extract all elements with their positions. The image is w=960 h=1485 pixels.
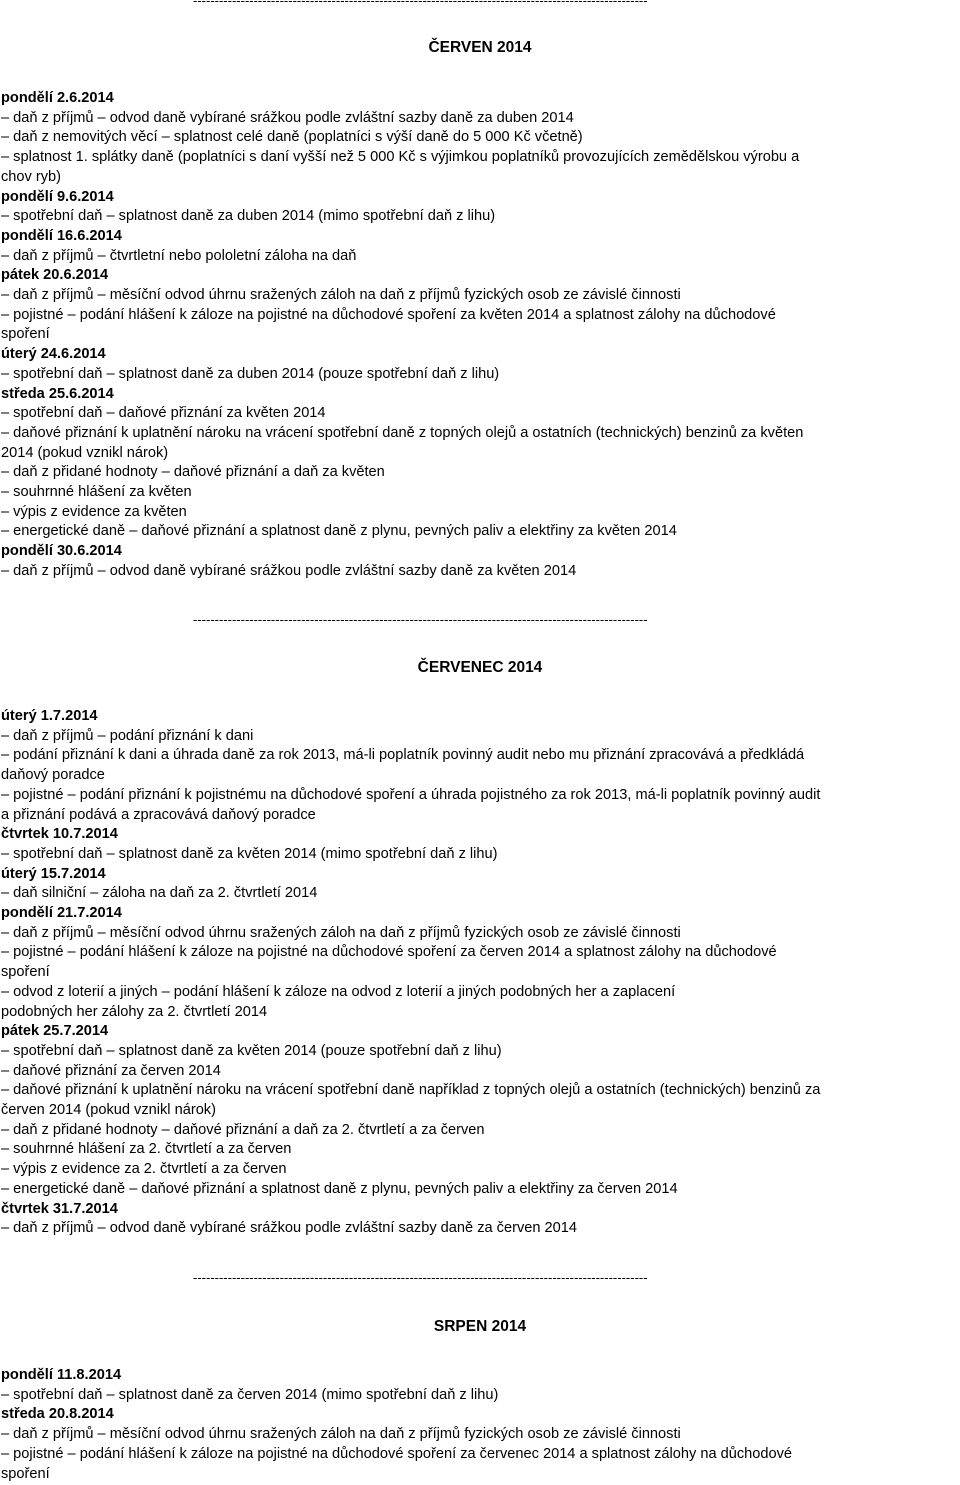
deadline-item: – podání přiznání k dani a úhrada daně za rok 2013, má-li poplatník povinný audit nebo mu přiznání zpracovává a předkládá bbox=[1, 747, 805, 764]
deadline-item: – energetické daně – daňové přiznání a splatnost daně z plynu, pevných paliv a elektřiny za květen 2014 bbox=[1, 523, 677, 540]
deadline-date: pondělí 2.6.2014 bbox=[1, 90, 114, 106]
deadline-item: spoření bbox=[1, 964, 50, 981]
deadline-date: pátek 20.6.2014 bbox=[1, 267, 109, 284]
deadline-item: – energetické daně – daňové přiznání a splatnost daně z plynu, pevných paliv a elektřiny za červen 2014 bbox=[1, 1180, 678, 1197]
deadline-item: – splatnost 1. splátky daně (poplatníci s daní vyšší než 5 000 Kč s výjimkou poplatníků provozujících zemědělskou výrobu a bbox=[1, 149, 800, 166]
deadline-item: – daň z příjmů – měsíční odvod úhrnu sražených záloh na daň z příjmů fyzických osob ze závislé činnosti bbox=[1, 924, 681, 941]
deadline-item: – souhrnné hlášení za 2. čtvrtletí a za červen bbox=[1, 1141, 292, 1158]
deadline-item: – daň z přidané hodnoty – daňové přiznání a daň za 2. čtvrtletí a za červen bbox=[1, 1121, 485, 1138]
deadline-item: červen 2014 (pokud vznikl nárok) bbox=[1, 1102, 216, 1119]
deadline-item: – souhrnné hlášení za květen bbox=[1, 484, 192, 501]
deadline-item: – daň z příjmů – odvod daně vybírané srážkou podle zvláštní sazby daně za červen 2014 bbox=[1, 1220, 577, 1237]
month-heading-july: ČERVENEC 2014 bbox=[417, 659, 543, 676]
deadline-date: úterý 1.7.2014 bbox=[1, 708, 98, 724]
deadline-item: – spotřební daň – splatnost daně za květen 2014 (mimo spotřební daň z lihu) bbox=[1, 845, 498, 862]
deadline-item: – pojistné – podání hlášení k záloze na pojistné na důchodové spoření za červen 2014 a splatnost zálohy na důchodové bbox=[1, 944, 777, 961]
deadline-date: pondělí 16.6.2014 bbox=[1, 227, 122, 244]
deadline-item: – daň z nemovitých věcí – splatnost celé daně (poplatníci s výší daně do 5 000 Kč včetně) bbox=[1, 129, 583, 146]
deadline-item: – daň silniční – záloha na daň za 2. čtvrtletí 2014 bbox=[1, 885, 318, 902]
deadline-item: – daň z příjmů – podání přiznání k dani bbox=[1, 727, 254, 744]
deadline-item: chov ryb) bbox=[1, 168, 62, 185]
deadline-date: čtvrtek 31.7.2014 bbox=[1, 1200, 118, 1217]
deadline-item: spoření bbox=[1, 1465, 50, 1482]
deadline-item: 2014 (pokud vznikl nárok) bbox=[1, 444, 169, 461]
deadline-item: – spotřební daň – splatnost daně za duben 2014 (mimo spotřební daň z lihu) bbox=[1, 208, 496, 225]
separator-line: --------------------------------------------------------------------------------------------------------- bbox=[193, 1271, 648, 1285]
deadline-item: – výpis z evidence za 2. čtvrtletí a za červen bbox=[1, 1161, 287, 1178]
deadline-item: podobných her zálohy za 2. čtvrtletí 2014 bbox=[1, 1003, 268, 1020]
deadline-item: – daň z příjmů – čtvrtletní nebo pololetní záloha na daň bbox=[1, 247, 357, 264]
deadline-item: – pojistné – podání hlášení k záloze na pojistné na důchodové spoření za červenec 2014 a splatnost zálohy na důchodové bbox=[1, 1445, 793, 1462]
deadline-item: – odvod z loterií a jiných – podání hlášení k záloze na odvod z loterií a jiných podobných her a zaplacení bbox=[1, 983, 676, 1000]
month-heading-august: SRPEN 2014 bbox=[433, 1318, 527, 1335]
deadline-item: – pojistné – podání přiznání k pojistnému na důchodové spoření a úhrada pojistného za rok 2013, má-li poplatník povinný audit bbox=[1, 786, 821, 803]
deadline-date: pondělí 30.6.2014 bbox=[1, 543, 122, 560]
separator-line: --------------------------------------------------------------------------------------------------------- bbox=[193, 613, 648, 627]
deadline-date: úterý 15.7.2014 bbox=[1, 865, 106, 882]
month-heading-june: ČERVEN 2014 bbox=[428, 39, 532, 56]
deadline-item: daňový poradce bbox=[1, 767, 105, 784]
deadline-item: – daňové přiznání za červen 2014 bbox=[1, 1062, 221, 1079]
month-block-june bbox=[0, 89, 960, 582]
deadline-item: spoření bbox=[1, 326, 50, 343]
deadline-item: – daňové přiznání k uplatnění nároku na vrácení spotřební daně z topných olejů a ostatních (technických) benzinů za květen bbox=[1, 424, 804, 441]
deadline-date: čtvrtek 10.7.2014 bbox=[1, 826, 118, 843]
deadline-date: pondělí 21.7.2014 bbox=[1, 905, 122, 922]
deadline-date: středa 25.6.2014 bbox=[1, 385, 114, 402]
deadline-date: pondělí 9.6.2014 bbox=[1, 188, 114, 205]
deadline-item: – výpis z evidence za květen bbox=[1, 503, 187, 520]
deadline-item: – daňové přiznání k uplatnění nároku na vrácení spotřební daně například z topných olejů a ostatních (technických) benzinů za bbox=[1, 1082, 821, 1099]
deadline-date: středa 20.8.2014 bbox=[1, 1406, 114, 1423]
deadline-date: úterý 24.6.2014 bbox=[1, 346, 106, 363]
month-block-august bbox=[0, 1366, 960, 1484]
deadline-item: – spotřební daň – daňové přiznání za květen 2014 bbox=[1, 405, 326, 422]
deadline-item: – spotřební daň – splatnost daně za duben 2014 (pouze spotřební daň z lihu) bbox=[1, 365, 500, 382]
deadline-date: pátek 25.7.2014 bbox=[1, 1023, 109, 1040]
deadline-date: pondělí 11.8.2014 bbox=[1, 1367, 122, 1383]
separator-line: --------------------------------------------------------------------------------------------------------- bbox=[193, 0, 648, 8]
deadline-item: – pojistné – podání hlášení k záloze na pojistné na důchodové spoření za květen 2014 a splatnost zálohy na důchodové bbox=[1, 306, 776, 323]
month-block-july bbox=[0, 707, 960, 1239]
deadline-item: – daň z příjmů – odvod daně vybírané srážkou podle zvláštní sazby daně za květen 2014 bbox=[1, 562, 577, 579]
deadline-item: a přiznání podává a zpracovává daňový poradce bbox=[1, 806, 316, 823]
deadline-item: – spotřební daň – splatnost daně za červen 2014 (mimo spotřební daň z lihu) bbox=[1, 1386, 499, 1403]
deadline-item: – daň z přidané hodnoty – daňové přiznání a daň za květen bbox=[1, 464, 385, 481]
deadline-item: – daň z příjmů – měsíční odvod úhrnu sražených záloh na daň z příjmů fyzických osob ze závislé činnosti bbox=[1, 287, 681, 304]
deadline-item: – spotřební daň – splatnost daně za květen 2014 (pouze spotřební daň z lihu) bbox=[1, 1042, 502, 1059]
deadline-item: – daň z příjmů – odvod daně vybírané srážkou podle zvláštní sazby daně za duben 2014 bbox=[1, 109, 574, 126]
deadline-item: – daň z příjmů – měsíční odvod úhrnu sražených záloh na daň z příjmů fyzických osob ze závislé činnosti bbox=[1, 1426, 681, 1443]
